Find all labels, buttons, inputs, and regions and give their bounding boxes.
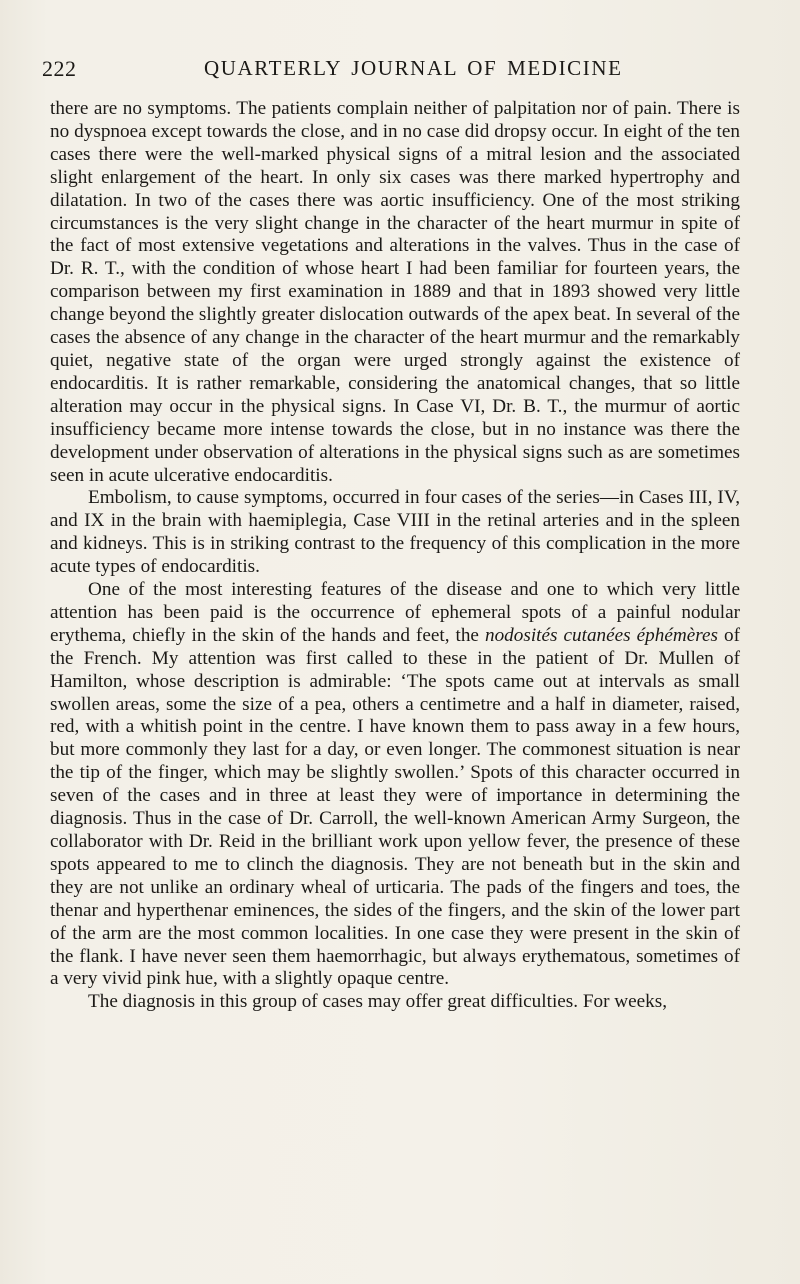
french-term: nodosités cutanées éphémères xyxy=(484,624,718,646)
page-header xyxy=(42,56,742,88)
running-title: QUARTERLY JOURNAL OF MEDICINE xyxy=(204,56,623,80)
paragraph-text: of the French. My attention was first called to these in the patient of Dr. Mullen of Hamilton, whose description is admirable: ‘The spots came out at intervals as small swollen areas, some the size of a pea, others a centimetre and a half in diameter, raised, red, with a whitish point in the centre. I have known them to pass away in a few hours, but more commonly they last for a day, or even longer. The commonest situation is near the tip of the finger, which may be slightly swollen.’ Spots of this character occurred in seven of the cases and in three at least they were of importance in determining the diagnosis. Thus in the case of Dr. Carroll, the well-known American Army Surgeon, the collaborator with Dr. Reid in the brilliant work upon yellow fever, the presence of these spots appeared to me to clinch the diagnosis. They are not beneath but in the skin and they are not unlike an ordinary wheal of urticaria. The pads of the fingers and toes, the thenar and hyperthenar eminences, the sides of the fingers, and the skin of the lower part of the arm are the most common localities. In one case they were present in the skin of the flank. I have never seen them haemorrhagic, but always erythematous, sometimes of a very vivid pink hue, with a slightly opaque centre. xyxy=(50,624,740,990)
paragraph-diagnosis: The diagnosis in this group of cases may offer great difficulties. For weeks, xyxy=(88,991,668,1013)
page-number: 222 xyxy=(42,56,77,81)
paragraph-embolism: Embolism, to cause symptoms, occurred in four cases of the series—in Cases III, IV, and IX in the brain with haemiplegia, Case VIII in the retinal arteries and in the spleen and kidneys. This is in striking contrast to the frequency of this complication in the more acute types of endocarditis. xyxy=(50,487,740,578)
paragraph-text: One of the most interesting features of the disease and one to which very little attention has been paid is the occurrence of ephemeral spots of a painful nodular erythema, chiefly in the skin of the hands and feet, the xyxy=(50,579,740,646)
body-text xyxy=(50,98,740,1014)
paragraph-nodular-erythema xyxy=(50,579,740,991)
paragraph-continuation: there are no symptoms. The patients complain neither of palpitation nor of pain. There is no dyspnoea except towards the close, and in no case did dropsy occur. In eight of the ten cases there were the well-marked physical signs of a mitral lesion and the associated slight enlargement of the heart. In only six cases was there marked hypertrophy and dilatation. In two of the cases there was aortic insufficiency. One of the most striking circumstances is the very slight change in the character of the heart murmur in spite of the fact of most extensive vegetations and alterations in the valves. Thus in the case of Dr. R. T., with the condition of whose heart I had been familiar for fourteen years, the comparison between my first examination in 1889 and that in 1893 showed very little change beyond the slightly greater dislocation outwards of the apex beat. In several of the cases the absence of any change in the character of the heart murmur and the remarkably quiet, negative state of the organ were urged strongly against the existence of endocarditis. It is rather remarkable, considering the anatomical changes, that so little alteration may occur in the physical signs. In Case VI, Dr. B. T., the murmur of aortic insufficiency became more intense towards the close, but in no instance was there the development under observation of alterations in the physical signs such as are sometimes seen in acute ulcerative endocarditis. xyxy=(50,98,740,486)
